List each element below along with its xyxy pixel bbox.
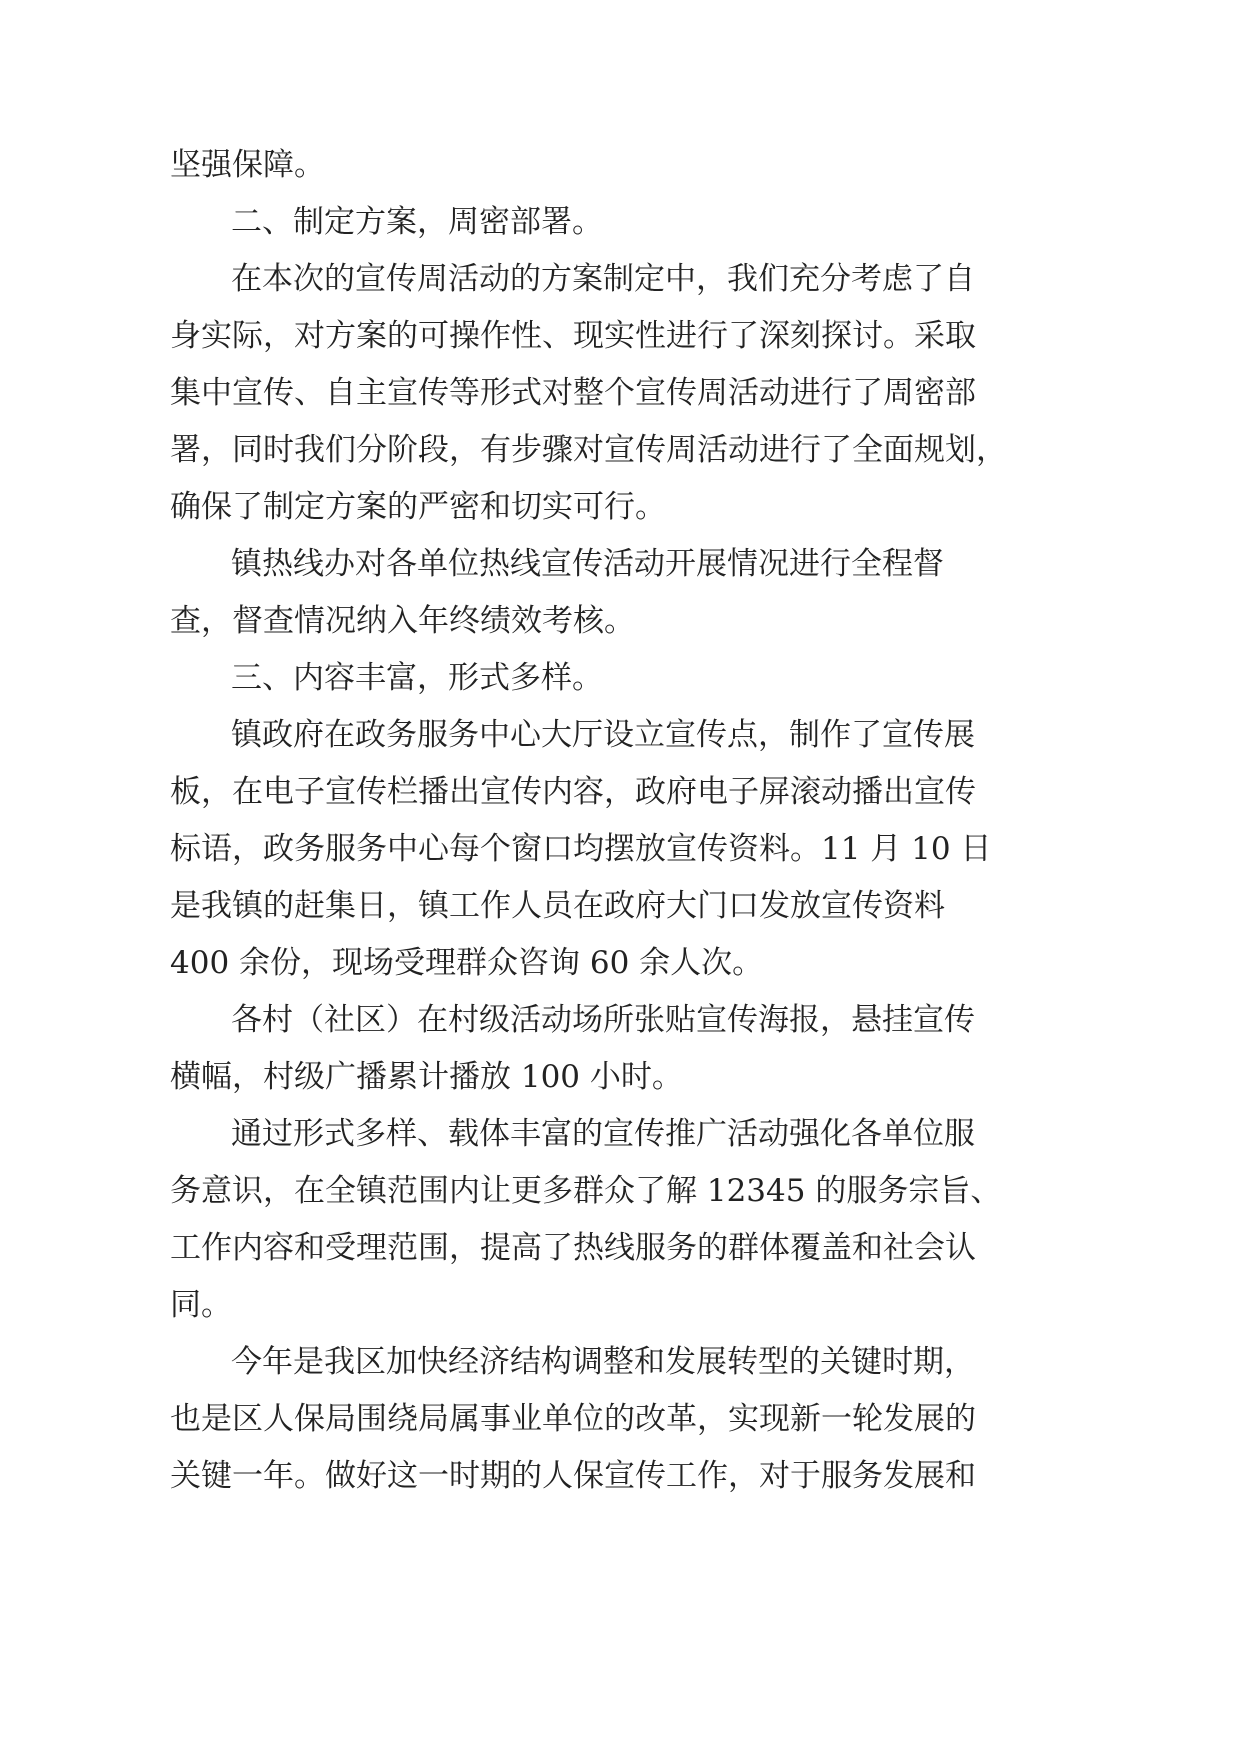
text-line [0, 306, 1241, 366]
text-line-content: 400 余份，现场受理群众咨询 60 余人次。 [170, 945, 764, 981]
text-line [0, 1161, 1241, 1221]
text-line-content: 横幅，村级广播累计播放 100 小时。 [170, 1059, 683, 1095]
text-line-content: 关键一年。做好这一时期的人保宣传工作，对于服务发展和 [170, 1458, 976, 1494]
section-heading-text: 三、内容丰富，形式多样。 [231, 660, 603, 696]
text-line [0, 990, 1241, 1050]
text-line-content: 今年是我区加快经济结构调整和发展转型的关键时期， [231, 1344, 975, 1380]
text-line-content: 坚强保障。 [170, 147, 325, 183]
text-line [0, 933, 1241, 993]
text-line [0, 1332, 1241, 1392]
text-line [0, 477, 1241, 537]
text-line [0, 876, 1241, 936]
text-line [0, 819, 1241, 879]
text-line-content: 查，督查情况纳入年终绩效考核。 [170, 603, 635, 639]
text-line-content: 镇热线办对各单位热线宣传活动开展情况进行全程督 [231, 546, 944, 582]
text-line-content: 工作内容和受理范围，提高了热线服务的群体覆盖和社会认 [170, 1230, 976, 1266]
text-line-content: 通过形式多样、载体丰富的宣传推广活动强化各单位服 [231, 1116, 975, 1152]
section-heading [0, 192, 1241, 252]
text-line-content: 是我镇的赶集日，镇工作人员在政府大门口发放宣传资料 [170, 888, 945, 924]
text-line [0, 363, 1241, 423]
text-line [0, 420, 1241, 480]
text-line [0, 591, 1241, 651]
text-line [0, 1104, 1241, 1164]
text-line-content: 务意识，在全镇范围内让更多群众了解 12345 的服务宗旨、 [170, 1173, 1002, 1209]
text-line-content: 集中宣传、自主宣传等形式对整个宣传周活动进行了周密部 [170, 375, 976, 411]
text-line [0, 1446, 1241, 1506]
text-line-content: 镇政府在政务服务中心大厅设立宣传点，制作了宣传展 [231, 717, 975, 753]
text-line [0, 534, 1241, 594]
section-heading-text: 二、制定方案，周密部署。 [231, 204, 603, 240]
text-line [0, 249, 1241, 309]
text-line-content: 也是区人保局围绕局属事业单位的改革，实现新一轮发展的 [170, 1401, 976, 1437]
text-line-content: 身实际，对方案的可操作性、现实性进行了深刻探讨。采取 [170, 318, 976, 354]
text-line-content: 各村（社区）在村级活动场所张贴宣传海报，悬挂宣传 [231, 1002, 975, 1038]
text-line [0, 1218, 1241, 1278]
text-line [0, 705, 1241, 765]
text-line [0, 1275, 1241, 1335]
text-line-content: 确保了制定方案的严密和切实可行。 [170, 489, 666, 525]
text-line [0, 1389, 1241, 1449]
text-line-content: 在本次的宣传周活动的方案制定中，我们充分考虑了自 [231, 261, 975, 297]
text-line-content: 板，在电子宣传栏播出宣传内容，政府电子屏滚动播出宣传 [170, 774, 976, 810]
text-line-content: 同。 [170, 1287, 232, 1323]
text-line-content: 标语，政务服务中心每个窗口均摆放宣传资料。11 月 10 日 [170, 831, 992, 867]
text-line [0, 762, 1241, 822]
text-line [0, 135, 1241, 195]
section-heading [0, 648, 1241, 708]
text-line [0, 1047, 1241, 1107]
text-line-content: 署，同时我们分阶段，有步骤对宣传周活动进行了全面规划， [170, 432, 1007, 468]
